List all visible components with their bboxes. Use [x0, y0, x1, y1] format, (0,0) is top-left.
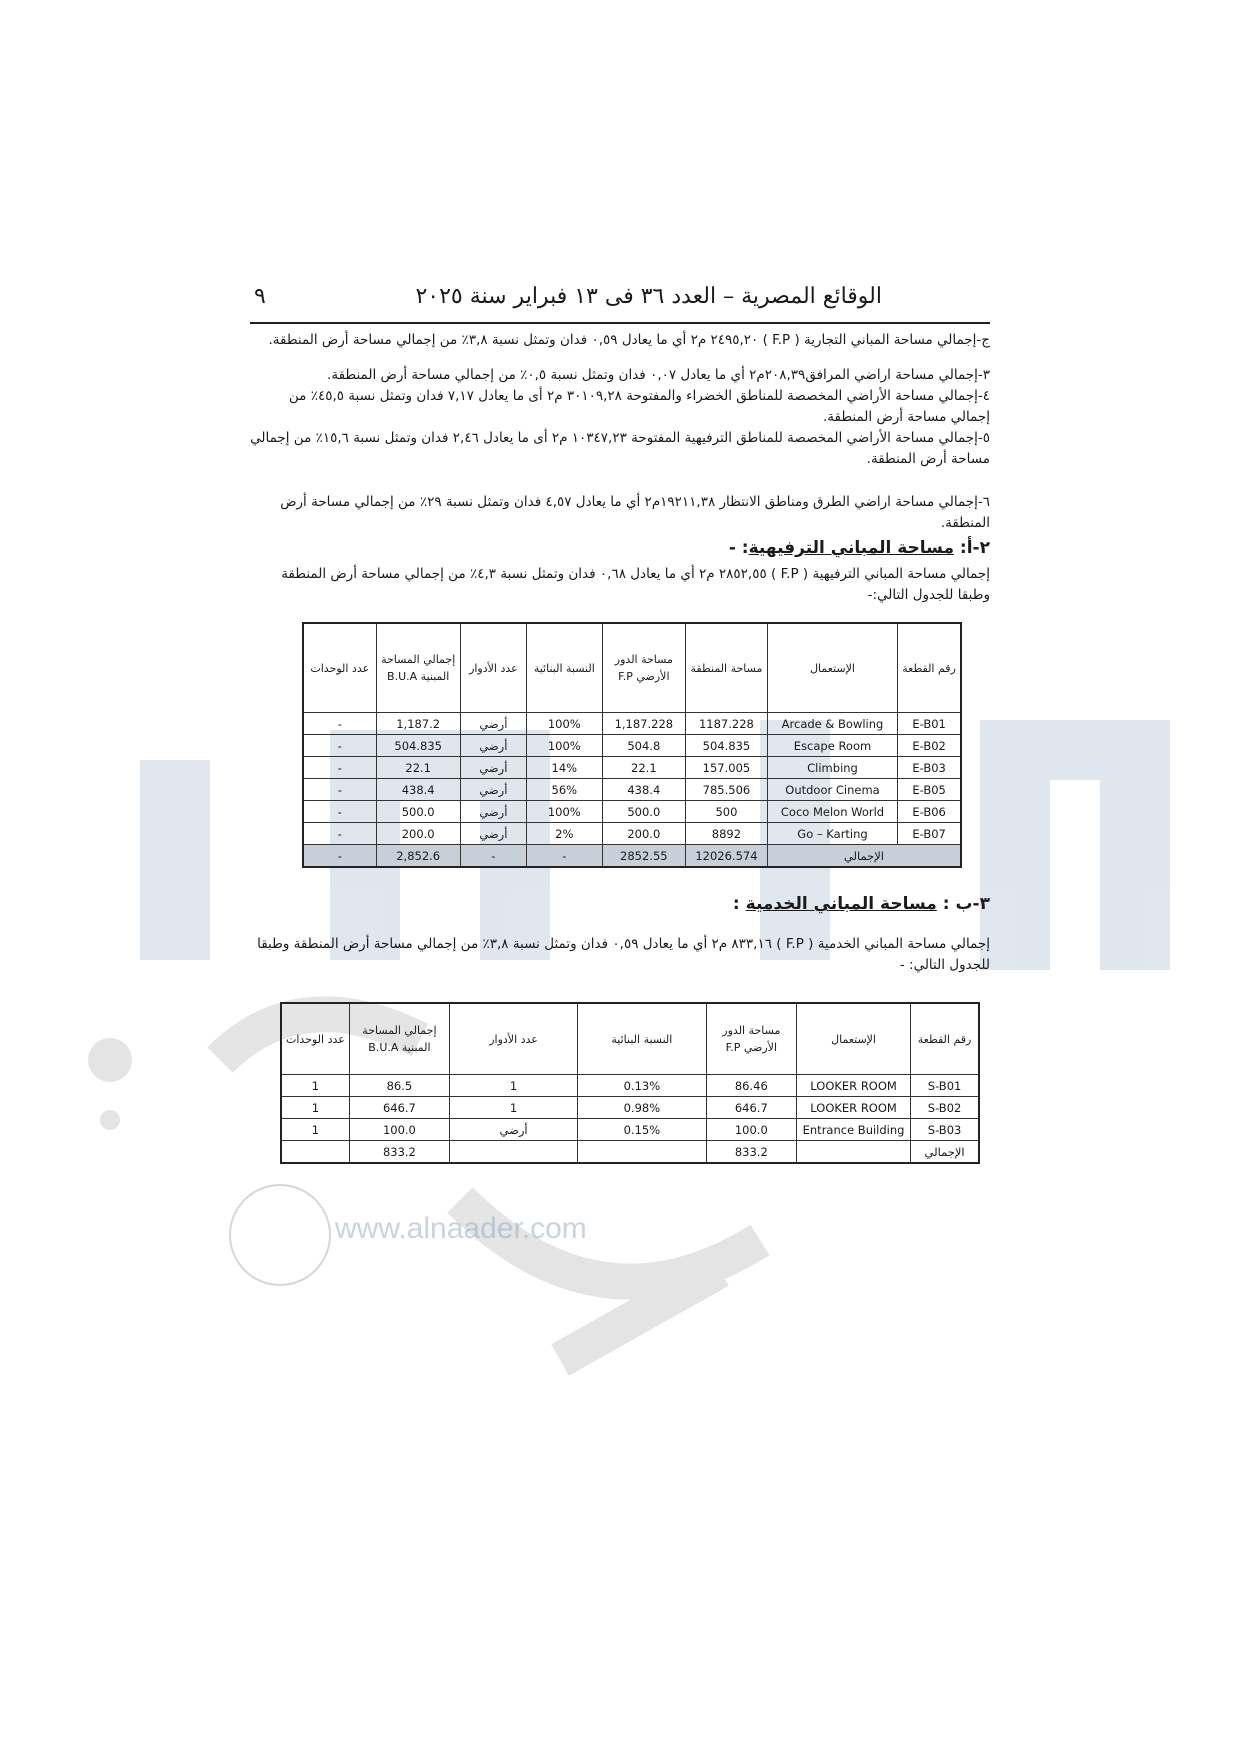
column-header: عدد الوحدات [303, 623, 376, 713]
paragraph-roads: ٦-إجمالي مساحة اراضي الطرق ومناطق الانتظار ١٩٢١١,٣٨م٢ أي ما يعادل ٤,٥٧ فدان وتمثل نسبة ٢٩٪ من إجمالي مساحة أرض المنطقة. [280, 494, 990, 531]
table-row [281, 1097, 979, 1119]
section-b-title: مساحة المباني الخدمية [745, 894, 937, 914]
table-cell: 14% [526, 757, 602, 779]
column-header: الإستعمال [797, 1003, 911, 1075]
section-a-prefix: ٢-أ: [959, 538, 990, 558]
table-cell: 100.0 [349, 1119, 449, 1141]
table-cell: 1,187.2 [376, 713, 460, 735]
table-cell: E-B06 [898, 801, 961, 823]
table-cell: - [303, 713, 376, 735]
table-cell: الإجمالي [911, 1141, 979, 1164]
table-cell: Climbing [767, 757, 897, 779]
page-header [250, 280, 990, 322]
table-row [303, 823, 961, 845]
column-header: النسبة البنائية [526, 623, 602, 713]
table-row [281, 1119, 979, 1141]
table-cell: 22.1 [602, 757, 685, 779]
table-cell: 100% [526, 713, 602, 735]
table-cell: 22.1 [376, 757, 460, 779]
table-cell: 12026.574 [686, 845, 768, 868]
column-header: عدد الأدوار [460, 623, 526, 713]
table-cell: Outdoor Cinema [767, 779, 897, 801]
table-cell: - [526, 845, 602, 868]
section-a-suffix: : - [728, 538, 749, 558]
table-cell: 500.0 [602, 801, 685, 823]
table-cell: 504.835 [686, 735, 768, 757]
section-b-heading [250, 894, 990, 914]
column-header: رقم القطعة [911, 1003, 979, 1075]
table-cell: 8892 [686, 823, 768, 845]
table-row [303, 735, 961, 757]
table-total-row [281, 1141, 979, 1164]
table-cell: أرضي [460, 801, 526, 823]
table-cell: S-B01 [911, 1075, 979, 1097]
table-cell: LOOKER ROOM [797, 1075, 911, 1097]
table-cell: 833.2 [706, 1141, 796, 1164]
column-header: مساحة الدور الأرضي F.P [706, 1003, 796, 1075]
table-cell: E-B07 [898, 823, 961, 845]
column-header: الإستعمال [767, 623, 897, 713]
watermark-url: www.alnaader.com [335, 1212, 587, 1245]
page-number: ٩ [254, 284, 266, 309]
table-cell: - [303, 845, 376, 868]
table-header-row [281, 1003, 979, 1075]
table-cell: 56% [526, 779, 602, 801]
table-cell: - [303, 779, 376, 801]
paragraph-green-areas: ٤-إجمالي مساحة الأراضي المخصصة للمناطق الخضراء والمفتوحة ٣٠١٠٩,٢٨ م٢ أى ما يعادل ٧,١٧ فدان وتمثل نسبة ٤٥,٥٪ من إجمالي مساحة أرض المنطقة. [288, 388, 990, 425]
table-cell: Escape Room [767, 735, 897, 757]
table-cell: - [303, 823, 376, 845]
table-cell: - [303, 735, 376, 757]
table-total-row [303, 845, 961, 868]
table-header-row [303, 623, 961, 713]
column-header: عدد الأدوار [449, 1003, 577, 1075]
column-header: مساحة الدور الأرضي F.P [602, 623, 685, 713]
table-cell: 200.0 [376, 823, 460, 845]
table-cell: 1 [281, 1097, 349, 1119]
section-b-intro: إجمالي مساحة المباني الخدمية ( F.P ) ٨٣٣,١٦ م٢ أي ما يعادل ٠,٥٩ فدان وتمثل نسبة ٣,٨٪ من إجمالي مساحة أرض المنطقة وطبقا للجدول التالي: - [257, 936, 990, 973]
table-cell: 1 [281, 1119, 349, 1141]
table-cell: أرضي [460, 757, 526, 779]
table-cell: 1187.228 [686, 713, 768, 735]
table-cell: 1,187.228 [602, 713, 685, 735]
table-row [303, 713, 961, 735]
table-cell [797, 1141, 911, 1164]
paragraph-commercial: ج-إجمالي مساحة المباني التجارية ( F.P ) ٢٤٩٥,٢٠ م٢ أي ما يعادل ٠,٥٩ فدان وتمثل نسبة ٣,٨٪ من إجمالي مساحة أرض المنطقة. [268, 332, 990, 348]
table-cell: 100.0 [706, 1119, 796, 1141]
table-cell: 0.13% [578, 1075, 707, 1097]
table-cell: 438.4 [602, 779, 685, 801]
table-cell: S-B02 [911, 1097, 979, 1119]
table-cell: 86.46 [706, 1075, 796, 1097]
table-cell: Go – Karting [767, 823, 897, 845]
table-cell: E-B05 [898, 779, 961, 801]
column-header: إجمالي المساحة المبنية B.U.A [349, 1003, 449, 1075]
table-cell [281, 1141, 349, 1164]
table-cell: Arcade & Bowling [767, 713, 897, 735]
header-rule [250, 322, 990, 324]
table-row [303, 801, 961, 823]
section-a-intro: إجمالي مساحة المباني الترفيهية ( F.P ) ٢٨٥٢,٥٥ م٢ أي ما يعادل ٠,٦٨ فدان وتمثل نسبة ٤,٣٪ من إجمالي مساحة أرض المنطقة وطبقا للجدول التالي:- [281, 566, 990, 603]
table-cell: 2,852.6 [376, 845, 460, 868]
document-page [250, 280, 990, 1164]
table-cell: 646.7 [349, 1097, 449, 1119]
table-cell: أرضي [449, 1119, 577, 1141]
table-cell: Coco Melon World [767, 801, 897, 823]
column-header: إجمالي المساحة المبنية B.U.A [376, 623, 460, 713]
table-cell: E-B03 [898, 757, 961, 779]
table-cell: LOOKER ROOM [797, 1097, 911, 1119]
table-cell: 785.506 [686, 779, 768, 801]
column-header: عدد الوحدات [281, 1003, 349, 1075]
table-cell: Entrance Building [797, 1119, 911, 1141]
table-cell: 504.8 [602, 735, 685, 757]
table-cell: - [303, 757, 376, 779]
table-cell: 200.0 [602, 823, 685, 845]
paragraph-utilities: ٣-إجمالي مساحة اراضي المرافق٢٠٨,٣٩م٢ أي ما يعادل ٠,٠٧ فدان وتمثل نسبة ٠,٥٪ من إجمالي مساحة أرض المنطقة. [327, 367, 990, 383]
table-cell: 500.0 [376, 801, 460, 823]
table-cell: 2852.55 [602, 845, 685, 868]
table-cell: 438.4 [376, 779, 460, 801]
table-row [303, 779, 961, 801]
table-cell: أرضي [460, 779, 526, 801]
table-cell [578, 1141, 707, 1164]
table-cell: 100% [526, 801, 602, 823]
gazette-title: الوقائع المصرية – العدد ٣٦ فى ١٣ فبراير سنة ٢٠٢٥ [415, 284, 882, 309]
table-cell: 2% [526, 823, 602, 845]
table-cell: 157.005 [686, 757, 768, 779]
table-cell: الإجمالي [767, 845, 961, 868]
recreational-buildings-table [302, 622, 962, 868]
column-header: مساحة المنطقة [686, 623, 768, 713]
section-b-prefix: ٣-ب : [942, 894, 990, 914]
service-buildings-table [280, 1002, 980, 1164]
table-cell: 1 [449, 1097, 577, 1119]
table-cell: أرضي [460, 713, 526, 735]
table-cell [449, 1141, 577, 1164]
column-header: رقم القطعة [898, 623, 961, 713]
table-cell: 833.2 [349, 1141, 449, 1164]
table-cell: E-B01 [898, 713, 961, 735]
table-cell: 500 [686, 801, 768, 823]
table-cell: 504.835 [376, 735, 460, 757]
table-cell: - [303, 801, 376, 823]
table-cell: 100% [526, 735, 602, 757]
table-cell: أرضي [460, 735, 526, 757]
table-cell: 1 [281, 1075, 349, 1097]
table-cell: 0.98% [578, 1097, 707, 1119]
section-a-heading [250, 538, 990, 558]
section-b-suffix: : [732, 894, 740, 914]
table-row [281, 1075, 979, 1097]
column-header: النسبة البنائية [578, 1003, 707, 1075]
table-cell: E-B02 [898, 735, 961, 757]
table-cell: 1 [449, 1075, 577, 1097]
table-cell: 0.15% [578, 1119, 707, 1141]
table-cell: S-B03 [911, 1119, 979, 1141]
section-a-title: مساحة المباني الترفيهية [748, 538, 954, 558]
table-cell: 646.7 [706, 1097, 796, 1119]
table-row [303, 757, 961, 779]
table-cell: 86.5 [349, 1075, 449, 1097]
table-cell: - [460, 845, 526, 868]
paragraph-recreational-areas: ٥-إجمالي مساحة الأراضي المخصصة للمناطق الترفيهية المفتوحة ١٠٣٤٧,٢٣ م٢ أى ما يعادل ٢,٤٦ فدان وتمثل نسبة ١٥,٦٪ من إجمالي مساحة أرض المنطقة. [250, 430, 990, 467]
table-cell: أرضي [460, 823, 526, 845]
